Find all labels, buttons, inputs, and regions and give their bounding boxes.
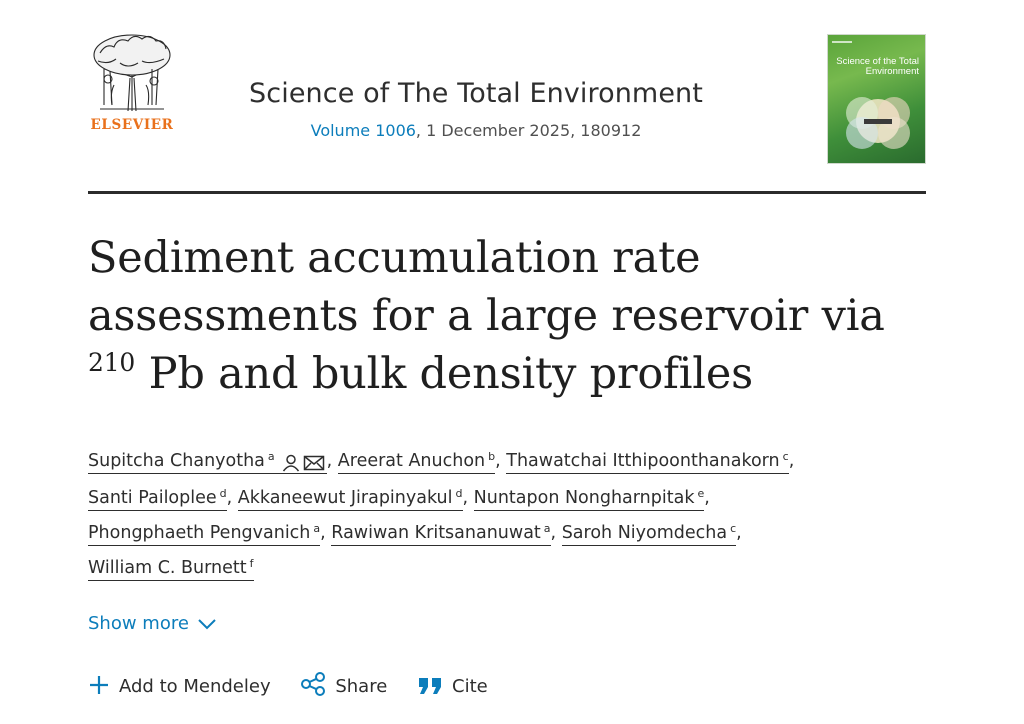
add-to-mendeley-button[interactable] (88, 674, 271, 697)
share-button[interactable] (300, 672, 387, 697)
cover-artwork (828, 35, 926, 164)
author-link[interactable] (88, 451, 327, 474)
author-link[interactable] (88, 523, 320, 546)
elsevier-logo[interactable] (88, 33, 176, 133)
author-list (88, 444, 938, 586)
author-affiliation: c (782, 450, 789, 463)
author-link[interactable] (88, 558, 254, 581)
elsevier-tree-icon (90, 33, 174, 113)
author-link[interactable] (506, 451, 788, 474)
journal-info (206, 78, 746, 140)
quote-icon (417, 676, 443, 696)
elsevier-wordmark: ELSEVIER (90, 117, 174, 133)
show-more-button[interactable] (88, 613, 217, 634)
author-affiliation: e (697, 487, 705, 500)
cover-title: Science of the Total Environment (836, 56, 919, 77)
envelope-icon (303, 455, 325, 471)
journal-header (88, 30, 926, 165)
author-separator: , (704, 488, 710, 508)
article-actions (88, 672, 512, 700)
author-icons (281, 446, 327, 481)
author-affiliation: f (249, 557, 254, 570)
author-affiliation: d (219, 487, 227, 500)
author-affiliation: b (488, 450, 496, 463)
author-separator: , (226, 488, 238, 508)
show-more-label: Show more (88, 613, 189, 634)
author-separator: , (320, 523, 332, 543)
author-name: Phongphaeth Pengvanich (88, 523, 311, 543)
plus-icon (88, 674, 110, 696)
author-name: Rawiwan Kritsananuwat (331, 523, 541, 543)
person-icon (281, 454, 301, 472)
title-line-1: Sediment accumulation rate (88, 233, 701, 283)
author-link[interactable] (331, 523, 550, 546)
author-affiliation: a (543, 522, 551, 535)
author-link[interactable] (238, 488, 463, 511)
volume-link[interactable]: Volume 1006 (310, 121, 416, 140)
author-affiliation: a (313, 522, 321, 535)
share-icon (300, 672, 326, 696)
header-divider (88, 191, 926, 194)
author-affiliation: c (730, 522, 737, 535)
author-link[interactable] (474, 488, 705, 511)
title-line-3: Pb and bulk density profiles (148, 349, 753, 399)
journal-issue-info (206, 121, 746, 140)
issue-details: , 1 December 2025, 180912 (415, 121, 642, 140)
author-separator: , (736, 523, 742, 543)
chevron-down-icon (197, 618, 217, 630)
author-name: Thawatchai Itthipoonthanakorn (506, 451, 780, 471)
journal-title[interactable]: Science of The Total Environment (249, 78, 703, 109)
author-separator: , (788, 451, 795, 471)
cite-label: Cite (452, 676, 488, 697)
author-separator: , (495, 451, 507, 471)
author-affiliation: d (455, 487, 463, 500)
author-name: Saroh Niyomdecha (561, 523, 728, 543)
author-link[interactable] (338, 451, 495, 474)
author-name: Supitcha Chanyotha (88, 451, 265, 471)
author-separator: , (550, 523, 562, 543)
cite-button[interactable] (417, 676, 488, 697)
author-name: Nuntapon Nongharnpitak (473, 488, 695, 508)
author-name: William C. Burnett (88, 558, 247, 578)
title-line-2: assessments for a large reservoir via (88, 291, 885, 341)
add-to-mendeley-label: Add to Mendeley (119, 676, 271, 697)
author-name: Akkaneewut Jirapinyakul (237, 488, 453, 508)
journal-cover-image[interactable] (827, 34, 926, 164)
article-title (88, 229, 938, 403)
title-superscript: 210 (88, 348, 136, 377)
author-link[interactable] (562, 523, 736, 546)
author-affiliation: a (267, 450, 275, 463)
share-label: Share (335, 676, 388, 697)
author-name: Santi Pailoplee (88, 488, 217, 508)
author-separator: , (462, 488, 474, 508)
author-separator: , (326, 451, 338, 471)
author-link[interactable] (88, 488, 227, 511)
author-name: Areerat Anuchon (337, 451, 486, 471)
